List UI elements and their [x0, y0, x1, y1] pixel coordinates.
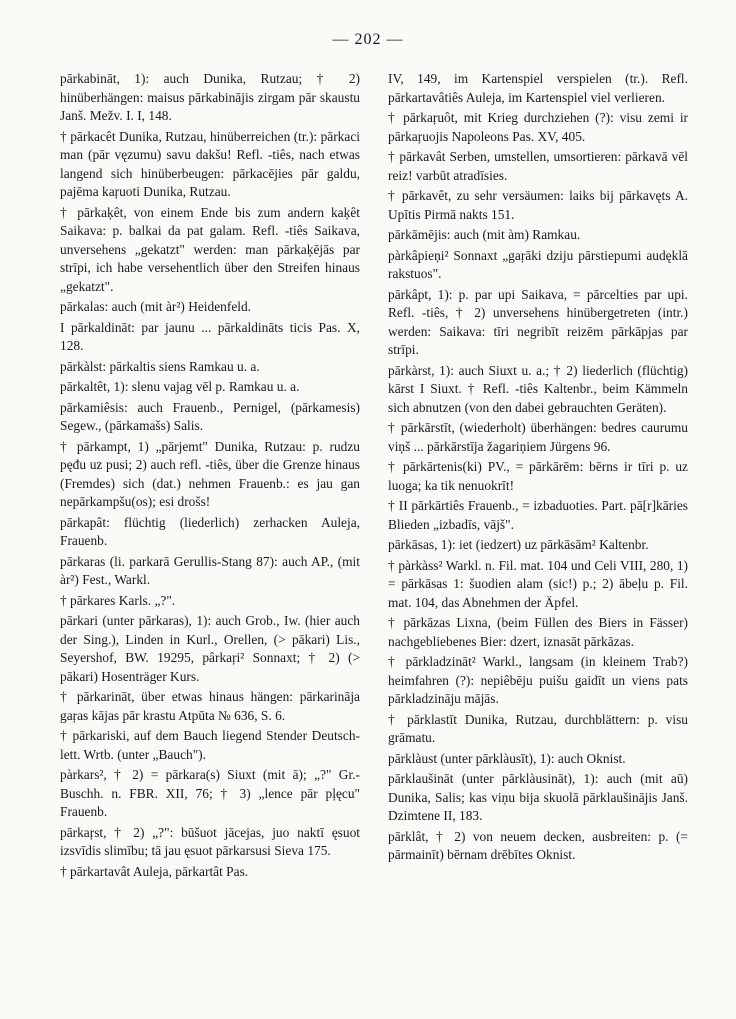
entry: pàrkars², † 2) = pārkara(s) Siuxt (mit ā); „?" Gr.-Buschh. n. FBR. XII, 76; † 3) „lence pār pļęcu" Frauenb. [60, 767, 360, 819]
entry: † pārkaŗuôt, mit Krieg durchziehen (?): visu zemi ir pārkaŗuojis Napoleons Pas. XV, 405. [388, 110, 688, 144]
entry: † pārkavât Serben, umstellen, umsortieren: pārkavā vēl reiz! varbūt atradīsies. [388, 149, 688, 183]
entry: † pārkares Karls. „?". [60, 592, 176, 608]
entry: pārkaŗst, † 2) „?": būšuot jācejas, juo naktī ęsuot izsvīdis slimību; tā jau ęsuot pārkarsusi Sieva 175. [60, 824, 360, 858]
entry: pārkàrst, 1): auch Siuxt u. a.; † 2) liederlich (flüchtig) kārst I Siuxt. † Refl. -tiês Kaltenbr., beim Kämmeln sich abnutzen (von den dabei gebrauchten Geräten). [388, 362, 688, 415]
entry: pārkabināt, 1): auch Dunika, Rutzau; † 2) hinüberhängen: maisus pārkabinājis zirgam pār skaustu Janš. Mežv. I. I, 148. [60, 71, 360, 123]
entry: † pārkacêt Dunika, Rutzau, hinüberreichen (tr.): pārkaci man (pār vęzumu) savu dakšu! Refl. -tiês, nach etwas langend sich hinüberbeugen: pārkacējies pār galdu, pajēma kaŗuoti Dunika, Rutzau. [60, 128, 360, 199]
page-number: — 202 — [332, 31, 404, 48]
entry: † pārkāzas Lixna, (beim Füllen des Biers in Fässer) nachgebliebenes Bier: dzert, iznasāt pārkāzas. [388, 615, 688, 649]
entry: pārkâpt, 1): p. par upi Saikava, = pārcelties par upi. Refl. -tiês, † 2) unversehens hinübergetreten (intr.) werden: Saikava: tīri negribīt reizēm pārkāpjas par strīpi. [388, 286, 688, 357]
entry: pārkamiêsis: auch Frauenb., Pernigel, (pārkamesis) Segew., (pārkamašs) Salis. [60, 399, 360, 433]
entry: pārklàust (unter pārklàusīt), 1): auch Oknist. [388, 750, 626, 766]
entry: † pārkampt, 1) „pārjemt" Dunika, Rutzau: p. rudzu pęđu uz pusi; 2) auch refl. -tiês, über die Grenze hinaus (Fremdes) sich (dat.) nehmen Frauenb.: es jau gan nepārkampšu(os); esi drošs! [60, 438, 360, 509]
entry: pārklaušināt (unter pārklàusināt), 1): auch (mit aū) Dunika, Salis; kas viņu bija skuolā pārklaušinājis Janš. Dzimtene II, 183. [388, 771, 688, 823]
entry: pārkāmējis: auch (mit àm) Ramkau. [388, 227, 581, 242]
entry: † pārkavêt, zu sehr versäumen: laiks bij pārkavęts A. Upītis Pirmā nakts 151. [388, 188, 688, 222]
entry: † pārklastīt Dunika, Rutzau, durchblättern: p. visu grāmatu. [388, 711, 688, 745]
entry: † pārkārstīt, (wiederholt) überhängen: bedres caurumu viņš ... pārkārstīja žagariņiem Jürgens 96. [388, 420, 688, 454]
entry: pàrkâpieņi² Sonnaxt „gaŗāki dziju pārstiepumi audęklā rakstuos". [388, 247, 688, 281]
entry: † II pārkārtiês Frauenb., = izbaduoties. Part. pā[r]kāries Blieden „izbadīs, vājš". [388, 498, 688, 532]
right-column [388, 70, 688, 867]
entry: † pàrkàss² Warkl. n. Fil. mat. 104 und Celi VIII, 280, 1) = pārkāsas 1: šuodien alam (sic!) p.; 2) ābeļu p. Fil. mat. 104, das Abnehmen der Äpfel. [388, 557, 688, 610]
entry: † pārkariski, auf dem Bauch liegend Stender Deutsch-lett. Wrtb. (unter „Bauch"). [60, 728, 360, 762]
left-column [60, 70, 360, 883]
entry: pārklât, † 2) von neuem decken, ausbreiten: p. (= pārmainīt) bērnam drēbītes Oknist. [388, 828, 688, 862]
entry: IV, 149, im Kartenspiel verspielen (tr.). Refl. pārkartavâtiês Auleja, im Kartenspiel viel verlieren. [388, 71, 688, 105]
entry: pārkari (unter pārkaras), 1): auch Grob., Iw. (hier auch der Sing.), Linden in Kurl., Orellen, (> pākari) Lis., Seyershof, BW. 19295, pârkaŗi² Sonnaxt; † 2) (> pākari) Hosenträger Kurs. [60, 613, 360, 684]
entry: pārkapât: flüchtig (liederlich) zerhacken Auleja, Frauenb. [60, 514, 360, 548]
entry: † pārkārtenis(ki) PV., = pārkārēm: bērns ir tīri p. uz luoga; ka tik nenuokrīt! [388, 459, 688, 493]
entry: † pārkarināt, über etwas hinaus hängen: pārkarināja gaŗas kājas pār krastu Atpūta № 636, S. 6. [60, 689, 360, 723]
entry: pārkaltêt, 1): slenu vajag vēl p. Ramkau u. a. [60, 379, 300, 394]
entry: † pārkaķêt, von einem Ende bis zum andern kaķêt Saikava: p. balkai da pat galam. Refl. -tiês Saikava, unversehens „gekatzt" werden: man pārkaķējās par strīpi, ich habe versehentlich über den Streifen hinaus „gekatzt". [60, 204, 360, 294]
entry: pārkàlst: pārkaltis siens Ramkau u. a. [60, 358, 260, 374]
entry: pārkaras (li. parkarā Gerullis-Stang 87): auch AP., (mit àr²) Fest., Warkl. [60, 553, 360, 587]
entry: pārkāsas, 1): iet (iedzert) uz pārkāsām² Kaltenbr. [388, 537, 649, 552]
entry: † pārkartavât Auleja, pārkartât Pas. [60, 863, 249, 879]
entry: pārkalas: auch (mit àr²) Heidenfeld. [60, 299, 252, 314]
entry: I pārkaldināt: par jaunu ... pārkaldināts ticis Pas. X, 128. [60, 319, 360, 353]
entry: † pārkladzināt² Warkl., langsam (in kleinem Trab?) heimfahren (?): nepiêbēju puišu gaidīt un viens pats pārkladzināju mājās. [388, 654, 688, 706]
